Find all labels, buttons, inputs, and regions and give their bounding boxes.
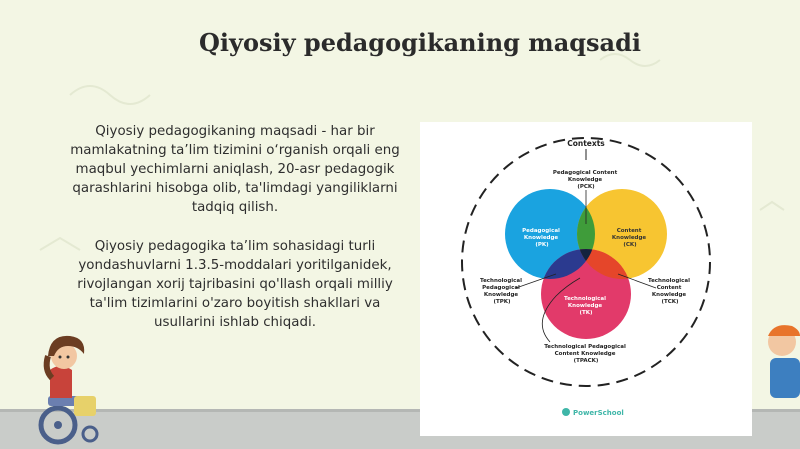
svg-text:PowerSchool: PowerSchool [573,409,624,417]
ck-label: Content Knowledge (CK) [611,228,647,248]
tpack-diagram [420,122,752,436]
slide-title: Qiyosiy pedagogikaning maqsadi [199,28,641,57]
paragraph-1: Qiyosiy pedagogikaning maqsadi - har bir mamlakatning ta’lim tizimini o‘rganish orqali eng maqbul yechimlarni aniqlash, 20-asr pedagogik qarashlarini hisobga olib, ta'limdagi yangiliklarni tadqiq qilish. [70,124,400,215]
slide-text [60,122,410,352]
pck-label: Pedagogical Content Knowledge (PCK) [552,170,618,190]
tpack-label: Technological Pedagogical Content Knowledge (TPACK) [544,344,626,364]
girl-wheelchair-illustration [28,330,108,445]
boy-illustration-partial [752,318,800,418]
powerschool-logo [562,408,624,417]
pk-label: Pedagogical Knowledge (PK) [522,228,560,248]
tpk-label: Technological Pedagogical Knowledge (TPK) [480,278,523,305]
tpack-diagram-card [420,122,752,436]
tk-label: Technological Knowledge (TK) [564,296,607,316]
paragraph-2: Qiyosiy pedagogika ta’lim sohasidagi turli yondashuvlarni 1.3.5-moddalari yoritilganidek, rivojlangan xorij tajribasini qo'llash orqali milliy ta'lim tizimlarini o'zaro boyitish shakllari va usullarini ishlab chiqadi. [77,239,393,330]
context-label: Contexts [567,139,605,148]
tck-label: Technological Content Knowledge (TCK) [648,278,691,305]
